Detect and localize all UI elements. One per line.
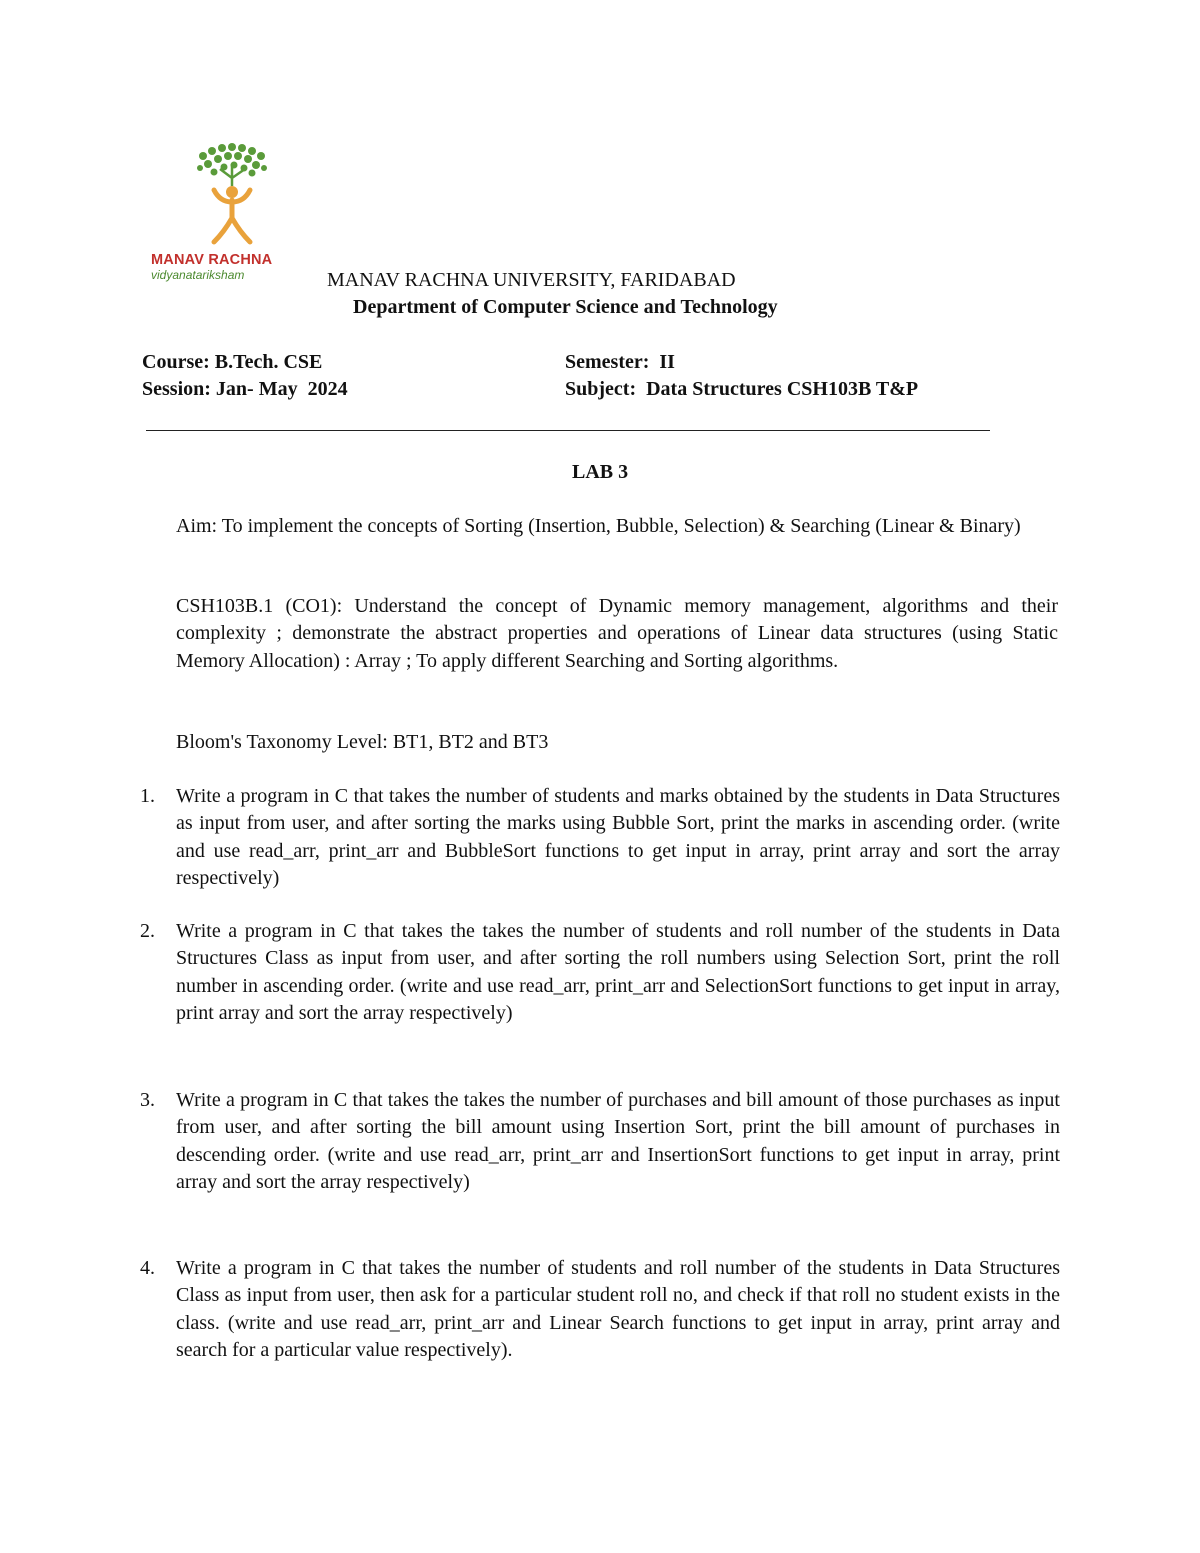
logo-tagline: vidyanatariksham xyxy=(151,268,245,282)
course-outcome-text: CSH103B.1 (CO1): Understand the concept of Dynamic memory management, algorithms and their complexity ; demonstrate the abstract properties and operations of Linear data structures (using Static Memory Allocation) : Array ; To apply different Searching and Sorting algorithms. xyxy=(176,595,1058,672)
question-item xyxy=(140,783,1060,893)
session-label: Session: Jan- May 2024 xyxy=(142,378,348,400)
university-name: MANAV RACHNA UNIVERSITY, FARIDABAD xyxy=(327,269,736,291)
question-number: 1. xyxy=(140,785,155,807)
question-item xyxy=(140,1255,1060,1365)
blooms-taxonomy-text: Bloom's Taxonomy Level: BT1, BT2 and BT3 xyxy=(176,731,549,753)
subject-label: Subject: Data Structures CSH103B T&P xyxy=(565,378,919,400)
question-text: Write a program in C that takes the takes the number of students and roll number of the students in Data Structures Class as input from user, and after sorting the roll numbers using Selection Sort, print the roll number in ascending order. (write and use read_arr, print_arr and SelectionSort functions to get input in array, print array and sort the array respectively) xyxy=(176,920,1060,1025)
question-item xyxy=(140,918,1060,1028)
question-number: 3. xyxy=(140,1089,155,1111)
logo-wordmark xyxy=(151,252,321,282)
question-number: 4. xyxy=(140,1257,155,1279)
header-divider xyxy=(146,430,990,431)
logo-brand-name: MANAV RACHNA xyxy=(151,252,273,268)
course-label: Course: B.Tech. CSE xyxy=(142,351,323,373)
lab-title: LAB 3 xyxy=(572,461,629,483)
department-name: Department of Computer Science and Technology xyxy=(353,296,778,318)
semester-label: Semester: II xyxy=(565,351,675,373)
aim-text: Aim: To implement the concepts of Sorting (Insertion, Bubble, Selection) & Searching (Linear & Binary) xyxy=(176,515,1021,537)
question-text: Write a program in C that takes the number of students and roll number of the students in Data Structures Class as input from user, then ask for a particular student roll no, and check if that roll no student exists in the class. (write and use read_arr, print_arr and Linear Search functions to get input in array, print array and search for a particular value respectively). xyxy=(176,1257,1060,1362)
question-number: 2. xyxy=(140,920,155,942)
question-item xyxy=(140,1087,1060,1197)
question-text: Write a program in C that takes the takes the number of purchases and bill amount of those purchases as input from user, and after sorting the bill amount using Insertion Sort, print the bill amount of purchases in descending order. (write and use read_arr, print_arr and InsertionSort functions to get input in array, print array and sort the array respectively) xyxy=(176,1089,1060,1194)
question-text: Write a program in C that takes the number of students and marks obtained by the students in Data Structures as input from user, and after sorting the marks using Bubble Sort, print the marks in ascending order. (write and use read_arr, print_arr and BubbleSort functions to get input in array, print array and sort the array respectively) xyxy=(176,785,1060,890)
tree-figure-icon xyxy=(148,142,320,252)
